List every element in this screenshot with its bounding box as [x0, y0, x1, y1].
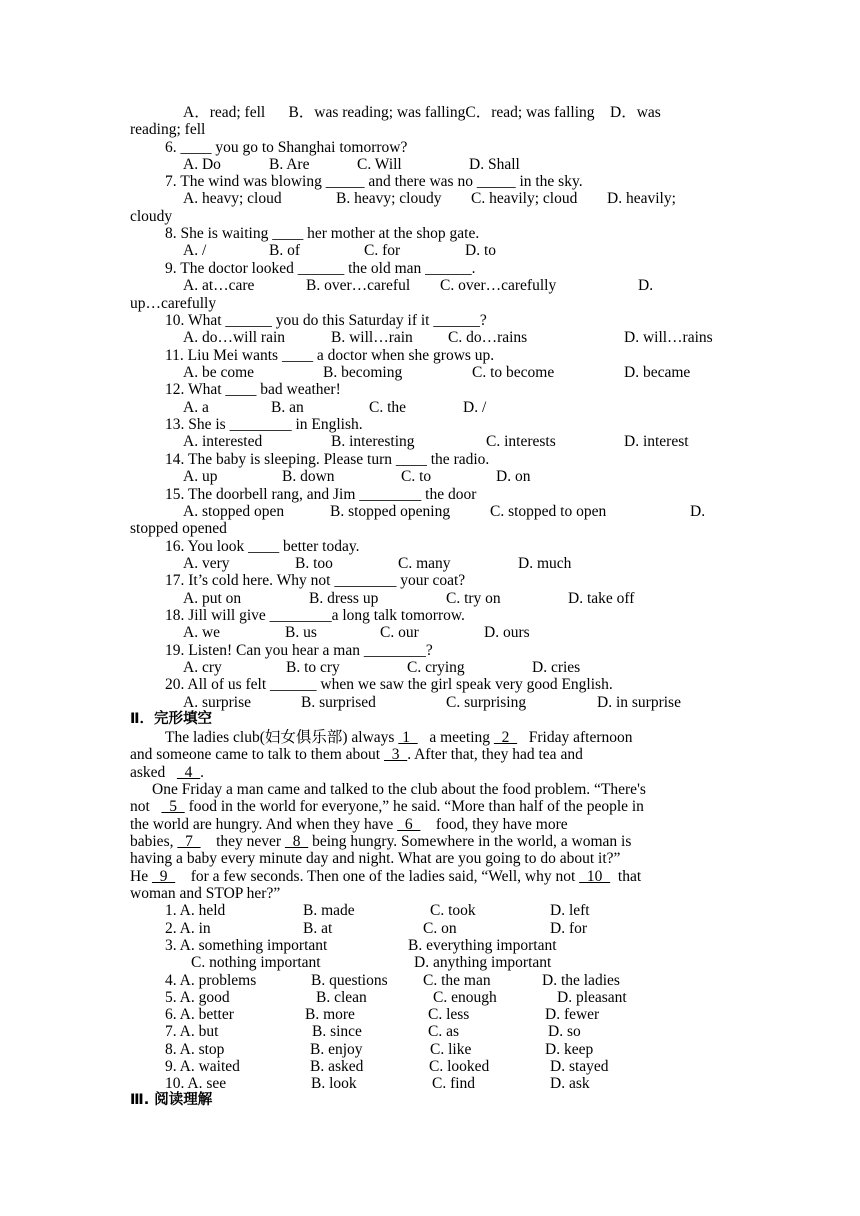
passage-line: having a baby every minute day and night. What are you going to do about it?”: [130, 850, 621, 867]
q6-option-d: D. Shall: [469, 156, 520, 173]
q11-option-d: D. became: [624, 364, 691, 381]
cloze-8-option-d: D. keep: [545, 1041, 594, 1058]
q17-option-a: A. put on: [183, 590, 242, 607]
q12-stem: 12. What ____ bad weather!: [165, 381, 341, 398]
q10-option-c: C. do…rains: [448, 329, 528, 346]
cloze-10-option-a: 10. A. see: [165, 1075, 227, 1092]
blank-7: 7: [177, 833, 201, 850]
q5-options: A．read; fell B．was reading; was fallingC．read; was falling D．was: [183, 104, 661, 121]
cloze-5-option-c: C. enough: [433, 989, 497, 1006]
cloze-5-option-a: 5. A. good: [165, 989, 230, 1006]
passage-line: He 9 for a few seconds. Then one of the ladies said, “Well, why not 10 that: [130, 868, 642, 885]
section-3-heading: Ⅲ. 阅读理解: [130, 1092, 213, 1108]
cloze-7-option-d: D. so: [548, 1023, 581, 1040]
cloze-8-option-c: C. like: [430, 1041, 472, 1058]
q9-option-b: B. over…careful: [306, 277, 411, 294]
q11-option-a: A. be come: [183, 364, 255, 381]
cloze-9-option-d: D. stayed: [550, 1058, 609, 1075]
q20-option-d: D. in surprise: [597, 694, 681, 711]
cloze-4-option-c: C. the man: [423, 972, 491, 989]
q15-option-c: C. stopped to open: [490, 503, 607, 520]
blank-8: 8: [284, 833, 309, 850]
q9-option-d-cont: up…carefully: [130, 295, 217, 312]
q15-option-a: A. stopped open: [183, 503, 285, 520]
passage-line: The ladies club(妇女俱乐部) always 1 a meeting 2 Friday afternoon: [165, 729, 633, 746]
cloze-3-option-c: C. nothing important: [191, 954, 321, 971]
cloze-10-option-d: D. ask: [550, 1075, 590, 1092]
q18-option-c: C. our: [380, 624, 419, 641]
blank-1: 1: [398, 729, 418, 746]
q15-stem: 15. The doorbell rang, and Jim ________ the door: [165, 486, 477, 503]
q10-option-b: B. will…rain: [331, 329, 413, 346]
q13-stem: 13. She is ________ in English.: [165, 416, 363, 433]
cloze-5-option-b: B. clean: [316, 989, 367, 1006]
q8-option-b: B. of: [269, 242, 300, 259]
q15-option-d: D.: [690, 503, 706, 520]
q17-option-c: C. try on: [446, 590, 501, 607]
q8-option-a: A. /: [183, 242, 207, 259]
passage-line: One Friday a man came and talked to the club about the food problem. “There's: [152, 781, 646, 798]
blank-9: 9: [151, 868, 176, 885]
cloze-3-option-b: B. everything important: [408, 937, 557, 954]
cloze-10-option-b: B. look: [311, 1075, 357, 1092]
q18-option-a: A. we: [183, 624, 221, 641]
cloze-4-option-a: 4. A. problems: [165, 972, 257, 989]
cloze-6-option-b: B. more: [305, 1006, 355, 1023]
q6-option-a: A. Do: [183, 156, 221, 173]
cloze-3-option-a: 3. A. something important: [165, 937, 328, 954]
q13-option-d: D. interest: [624, 433, 689, 450]
q16-option-b: B. too: [295, 555, 333, 572]
q6-option-c: C. Will: [357, 156, 402, 173]
q20-option-b: B. surprised: [301, 694, 376, 711]
q19-option-d: D. cries: [532, 659, 581, 676]
q16-option-a: A. very: [183, 555, 230, 572]
q15-option-b: B. stopped opening: [330, 503, 451, 520]
passage-line: woman and STOP her?”: [130, 885, 281, 902]
q6-option-b: B. Are: [269, 156, 310, 173]
q19-option-b: B. to cry: [286, 659, 340, 676]
q14-option-d: D. on: [496, 468, 531, 485]
q8-option-c: C. for: [364, 242, 401, 259]
cloze-10-option-c: C. find: [432, 1075, 476, 1092]
passage-line: asked 4 .: [130, 764, 205, 781]
cloze-4-option-b: B. questions: [311, 972, 388, 989]
cloze-2-option-c: C. on: [423, 920, 457, 937]
passage-line: the world are hungry. And when they have 6 food, they have more: [130, 816, 568, 833]
q18-option-b: B. us: [285, 624, 317, 641]
q12-option-d: D. /: [463, 399, 487, 416]
cloze-1-option-a: 1. A. held: [165, 902, 226, 919]
q13-option-a: A. interested: [183, 433, 263, 450]
q10-option-d: D. will…rains: [624, 329, 713, 346]
q19-option-a: A. cry: [183, 659, 222, 676]
cloze-8-option-b: B. enjoy: [310, 1041, 363, 1058]
q10-stem: 10. What ______ you do this Saturday if it ______?: [165, 312, 487, 329]
q13-option-b: B. interesting: [331, 433, 415, 450]
blank-10: 10: [579, 868, 611, 885]
q7-option-a: A. heavy; cloud: [183, 190, 282, 207]
q9-option-a: A. at…care: [183, 277, 255, 294]
q16-stem: 16. You look ____ better today.: [165, 538, 360, 555]
cloze-2-option-a: 2. A. in: [165, 920, 211, 937]
q11-option-b: B. becoming: [323, 364, 403, 381]
cloze-7-option-c: C. as: [428, 1023, 459, 1040]
q12-option-b: B. an: [271, 399, 304, 416]
q11-stem: 11. Liu Mei wants ____ a doctor when she grows up.: [165, 347, 495, 364]
blank-2: 2: [493, 729, 518, 746]
q10-option-a: A. do…will rain: [183, 329, 286, 346]
q11-option-c: C. to become: [472, 364, 555, 381]
q9-stem: 9. The doctor looked ______ the old man ______.: [165, 260, 476, 277]
q16-option-c: C. many: [398, 555, 451, 572]
q17-stem: 17. It’s cold here. Why not ________ your coat?: [165, 572, 466, 589]
section-2-heading: Ⅱ．完形填空: [130, 711, 213, 727]
blank-3: 3: [383, 746, 408, 763]
q7-option-b: B. heavy; cloudy: [336, 190, 442, 207]
cloze-8-option-a: 8. A. stop: [165, 1041, 225, 1058]
q18-stem: 18. Jill will give ________a long talk tomorrow.: [165, 607, 465, 624]
q7-stem: 7. The wind was blowing _____ and there was no _____ in the sky.: [165, 173, 583, 190]
q19-stem: 19. Listen! Can you hear a man ________?: [165, 642, 433, 659]
cloze-6-option-c: C. less: [428, 1006, 470, 1023]
blank-5: 5: [161, 798, 185, 815]
q15-option-d-cont: stopped opened: [130, 520, 227, 537]
q9-option-d: D.: [638, 277, 654, 294]
q17-option-b: B. dress up: [309, 590, 379, 607]
cloze-2-option-b: B. at: [303, 920, 333, 937]
q20-option-c: C. surprising: [446, 694, 527, 711]
q8-option-d: D. to: [465, 242, 496, 259]
q18-option-d: D. ours: [484, 624, 530, 641]
q20-stem: 20. All of us felt ______ when we saw the girl speak very good English.: [165, 676, 613, 693]
passage-line: not 5 food in the world for everyone,” he said. “More than half of the people in: [130, 798, 644, 815]
q14-option-a: A. up: [183, 468, 218, 485]
q19-option-c: C. crying: [407, 659, 465, 676]
q6-stem: 6. ____ you go to Shanghai tomorrow?: [165, 139, 408, 156]
cloze-9-option-a: 9. A. waited: [165, 1058, 240, 1075]
cloze-1-option-d: D. left: [550, 902, 590, 919]
q14-stem: 14. The baby is sleeping. Please turn ____ the radio.: [165, 451, 490, 468]
q12-option-a: A. a: [183, 399, 209, 416]
cloze-7-option-b: B. since: [312, 1023, 362, 1040]
cloze-7-option-a: 7. A. but: [165, 1023, 219, 1040]
blank-4: 4: [176, 764, 201, 781]
cloze-4-option-d: D. the ladies: [542, 972, 620, 989]
q7-option-d: D. heavily;: [607, 190, 676, 207]
passage-line: and someone came to talk to them about 3 . After that, they had tea and: [130, 746, 583, 763]
q16-option-d: D. much: [518, 555, 572, 572]
cloze-6-option-d: D. fewer: [545, 1006, 600, 1023]
cloze-9-option-c: C. looked: [429, 1058, 490, 1075]
q9-option-c: C. over…carefully: [440, 277, 557, 294]
q14-option-b: B. down: [282, 468, 335, 485]
cloze-3-option-d: D. anything important: [414, 954, 552, 971]
cloze-1-option-b: B. made: [303, 902, 355, 919]
cloze-2-option-d: D. for: [550, 920, 588, 937]
q7-option-d-cont: cloudy: [130, 208, 173, 225]
q20-option-a: A. surprise: [183, 694, 252, 711]
blank-6: 6: [397, 816, 421, 833]
q5-options-cont: reading; fell: [130, 121, 206, 138]
q14-option-c: C. to: [401, 468, 432, 485]
cloze-9-option-b: B. asked: [310, 1058, 364, 1075]
cloze-6-option-a: 6. A. better: [165, 1006, 234, 1023]
passage-line: babies, 7 they never 8 being hungry. Somewhere in the world, a woman is: [130, 833, 632, 850]
q13-option-c: C. interests: [486, 433, 556, 450]
q17-option-d: D. take off: [568, 590, 635, 607]
cloze-1-option-c: C. took: [430, 902, 476, 919]
q7-option-c: C. heavily; cloud: [471, 190, 578, 207]
cloze-5-option-d: D. pleasant: [557, 989, 627, 1006]
q12-option-c: C. the: [369, 399, 407, 416]
q8-stem: 8. She is waiting ____ her mother at the shop gate.: [165, 225, 480, 242]
